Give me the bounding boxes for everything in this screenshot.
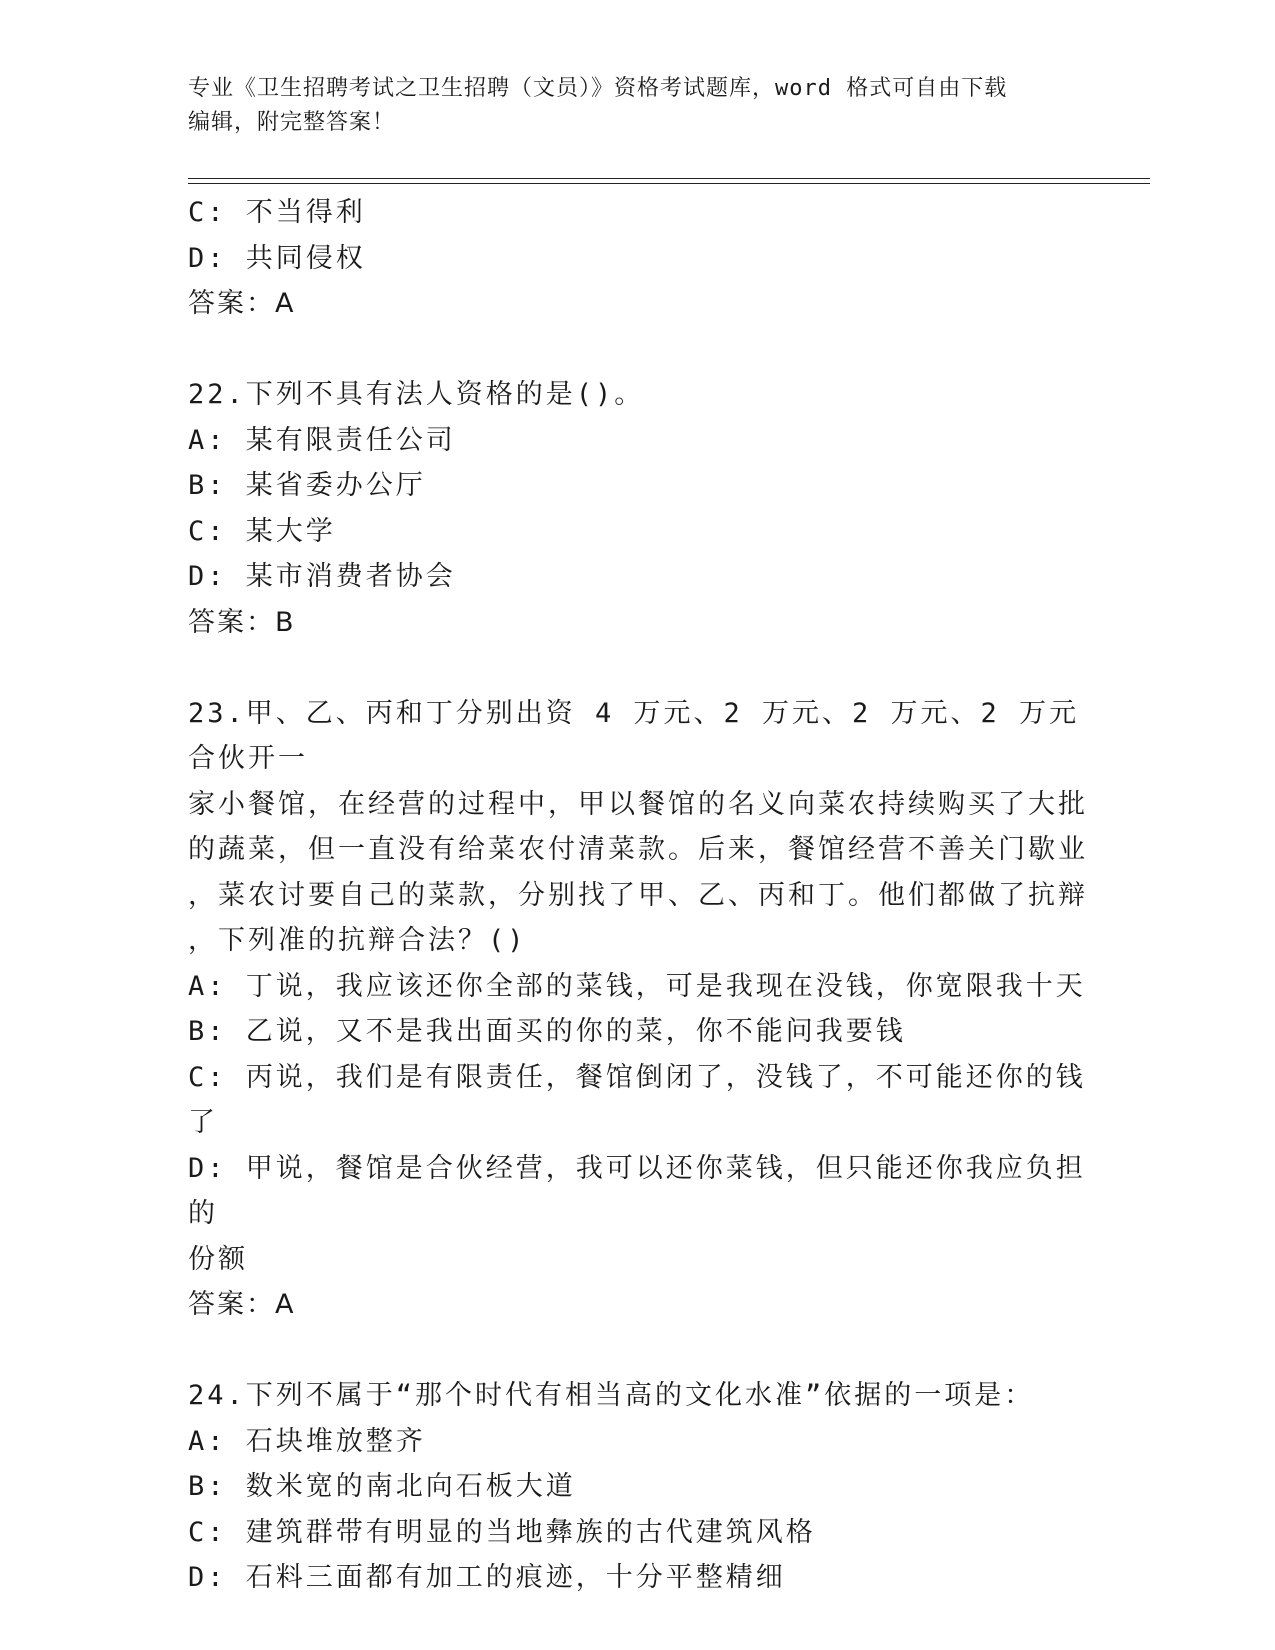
answer: 答案：B — [188, 606, 296, 638]
header-divider-bottom — [188, 183, 1150, 184]
option-a: A: 丁说，我应该还你全部的菜钱，可是我现在没钱，你宽限我十天 — [188, 970, 1086, 1002]
question-text-line: ，下列准的抗辩合法？() — [188, 925, 527, 956]
header-line-2: 编辑，附完整答案！ — [188, 110, 396, 135]
option-d-line: 份额 — [188, 1243, 248, 1275]
question-23 — [188, 691, 1088, 1328]
option-d-line: D: 甲说，餐馆是合伙经营，我可以还你菜钱，但只能还你我应负担的 — [188, 1152, 1086, 1229]
option-d: D: 共同侵权 — [188, 242, 366, 274]
question-text: 22.下列不具有法人资格的是()。 — [188, 379, 645, 410]
question-text-line: 的蔬菜，但一直没有给菜农付清菜款。后来，餐馆经营不善关门歇业 — [188, 834, 1088, 865]
question-text-line: 家小餐馆，在经营的过程中，甲以餐馆的名义向菜农持续购买了大批 — [188, 788, 1088, 820]
answer: 答案：A — [188, 1289, 296, 1320]
option-b: B: 乙说，又不是我出面买的你的菜，你不能问我要钱 — [188, 1016, 906, 1047]
option-a: A: 石块堆放整齐 — [188, 1425, 426, 1457]
option-c: C: 丙说，我们是有限责任，餐馆倒闭了，没钱了，不可能还你的钱了 — [188, 1061, 1086, 1138]
header-divider-top — [188, 178, 1150, 179]
question-22 — [188, 372, 1088, 645]
question-text-line: ，菜农讨要自己的菜款，分别找了甲、乙、丙和丁。他们都做了抗辩 — [188, 879, 1088, 911]
answer: 答案：A — [188, 288, 296, 319]
option-c: C: 某大学 — [188, 515, 336, 547]
option-a: A: 某有限责任公司 — [188, 424, 456, 456]
option-d: D: 石料三面都有加工的痕迹，十分平整精细 — [188, 1562, 786, 1593]
header-line-1: 专业《卫生招聘考试之卫生招聘（文员）》资格考试题库，word 格式可自由下载 — [188, 76, 1008, 101]
option-c: C: 不当得利 — [188, 197, 366, 228]
document-header — [188, 72, 1068, 140]
question-text: 24.下列不属于“那个时代有相当高的文化水准”依据的一项是： — [188, 1380, 1035, 1411]
question-list — [188, 190, 1088, 1601]
option-b: B: 某省委办公厅 — [188, 470, 426, 501]
question-text-line: 23.甲、乙、丙和丁分别出资 4 万元、2 万元、2 万元、2 万元合伙开一 — [188, 697, 1080, 774]
question-24 — [188, 1373, 1088, 1601]
option-d: D: 某市消费者协会 — [188, 561, 456, 592]
option-b: B: 数米宽的南北向石板大道 — [188, 1471, 576, 1502]
question-21 — [188, 190, 1088, 327]
option-c: C: 建筑群带有明显的当地彝族的古代建筑风格 — [188, 1516, 816, 1548]
